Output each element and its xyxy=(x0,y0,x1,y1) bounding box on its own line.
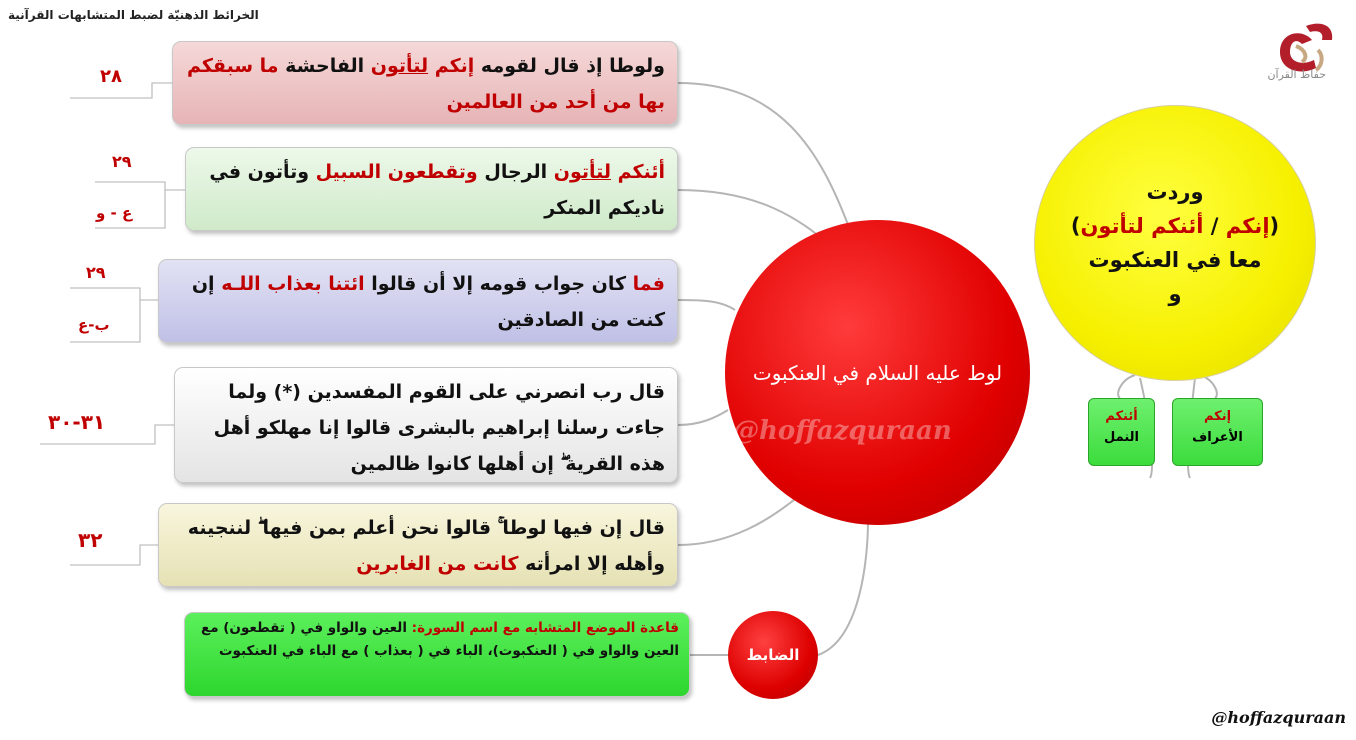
text-segment: قاعدة الموضع المتشابه مع اسم السورة: xyxy=(406,620,679,636)
connector-verse-1 xyxy=(678,83,850,230)
text-segment: ائتنا بعذاب اللـه xyxy=(221,273,365,295)
verse-note: ب-ع xyxy=(78,316,110,334)
watermark: @hoffazquraan xyxy=(733,416,952,446)
sub-node-surah: النمل xyxy=(1104,430,1139,445)
number-line-3a xyxy=(70,288,158,300)
verse-box-32 xyxy=(158,503,678,587)
yellow-note-node xyxy=(1034,105,1316,381)
text-segment: لتأتون xyxy=(370,55,429,77)
connector-dabit xyxy=(818,520,868,655)
text-segment: وتأتون في ناديكم المنكر xyxy=(209,161,665,219)
text-segment: لتأتون xyxy=(553,161,612,183)
verse-note: ع - و xyxy=(96,204,133,222)
text-segment: السبيل xyxy=(315,161,388,183)
sub-node-word: أئنكم xyxy=(1105,409,1138,424)
connector-verse-5 xyxy=(678,495,800,545)
connector-verse-3 xyxy=(678,300,735,310)
rule-box xyxy=(184,612,690,697)
dabit-node xyxy=(728,611,818,699)
verse-number: ٢٨ xyxy=(100,66,122,87)
verse-number: ٣٢ xyxy=(78,528,103,552)
verse-box-28 xyxy=(172,41,678,125)
separator: / xyxy=(1203,214,1226,238)
sub-node-araf xyxy=(1172,398,1263,466)
text-segment: قال إن فيها لوطا ۚ قالوا نحن أعلم بمن فيها ۖ لننجينه وأهله إلا امرأته xyxy=(187,517,665,575)
text-segment: وتقطعون xyxy=(387,161,478,183)
text-segment: كانت من الغابرين xyxy=(356,553,519,575)
dabit-node-label: الضابط xyxy=(746,646,800,664)
text-segment: العين والواو في ( تقطعون) مع العين والواو في ( العنكبوت)، الباء في ( بعذاب ) مع الباء في العنكبوت xyxy=(200,620,679,659)
sub-node-surah: الأعراف xyxy=(1192,430,1243,445)
text-segment: فما xyxy=(632,273,665,295)
verse-number: ٢٩ xyxy=(86,263,106,282)
sub-node-naml xyxy=(1088,398,1155,466)
yellow-line-2 xyxy=(1071,209,1279,243)
text-segment: كان جواب قومه إلا أن قالوا xyxy=(364,273,633,295)
text-segment: إنكم xyxy=(428,55,475,77)
yellow-line-4: و xyxy=(1168,282,1182,306)
verse-box-30-31 xyxy=(174,367,678,483)
verse-box-29-b xyxy=(158,259,678,343)
page-title: الخرائط الذهنيّة لضبط المتشابهات القرآنية xyxy=(8,8,259,22)
text-segment: الرجال xyxy=(477,161,554,183)
connector-naml xyxy=(1118,375,1135,398)
text-segment: أئنكم xyxy=(611,161,665,183)
yellow-line-3: معا في العنكبوت xyxy=(1088,248,1262,272)
connector-araf xyxy=(1200,375,1217,398)
verse-number: ٢٩ xyxy=(112,152,132,171)
paren-open: ( xyxy=(1269,214,1280,238)
text-segment: قال رب انصرني على القوم المفسدين (*) ولما جاءت رسلنا إبراهيم بالبشرى قالوا إنا مهلكو أهل هذه القرية ۖ إن أهلها كانوا ظالمين xyxy=(213,381,665,475)
number-line-2a xyxy=(95,182,185,190)
footer-handle: @hoffazquraan xyxy=(1211,708,1346,727)
sub-node-word: إنكم xyxy=(1203,409,1232,424)
center-node-label: لوط عليه السلام في العنكبوت xyxy=(752,360,1003,385)
word-ainnakum: أئنكم لتأتون xyxy=(1080,214,1204,238)
verse-number: ٣١-٣٠ xyxy=(48,410,106,434)
center-node xyxy=(725,220,1030,525)
connector-verse-4 xyxy=(678,410,728,425)
yellow-line-1: وردت xyxy=(1146,180,1204,204)
logo-caption: حفاظ القرآن xyxy=(1267,68,1326,81)
text-segment: الفاحشة xyxy=(278,55,371,77)
text-segment: إن كنت من الصادقين xyxy=(191,273,665,331)
paren-close: ) xyxy=(1070,214,1081,238)
text-segment: ولوطا إذ قال لقومه xyxy=(474,55,665,77)
verse-box-29-a xyxy=(185,147,678,231)
word-inakum: إنكم xyxy=(1225,214,1270,238)
text-segment: ما سبقكم بها من أحد من العالمين xyxy=(186,55,665,113)
